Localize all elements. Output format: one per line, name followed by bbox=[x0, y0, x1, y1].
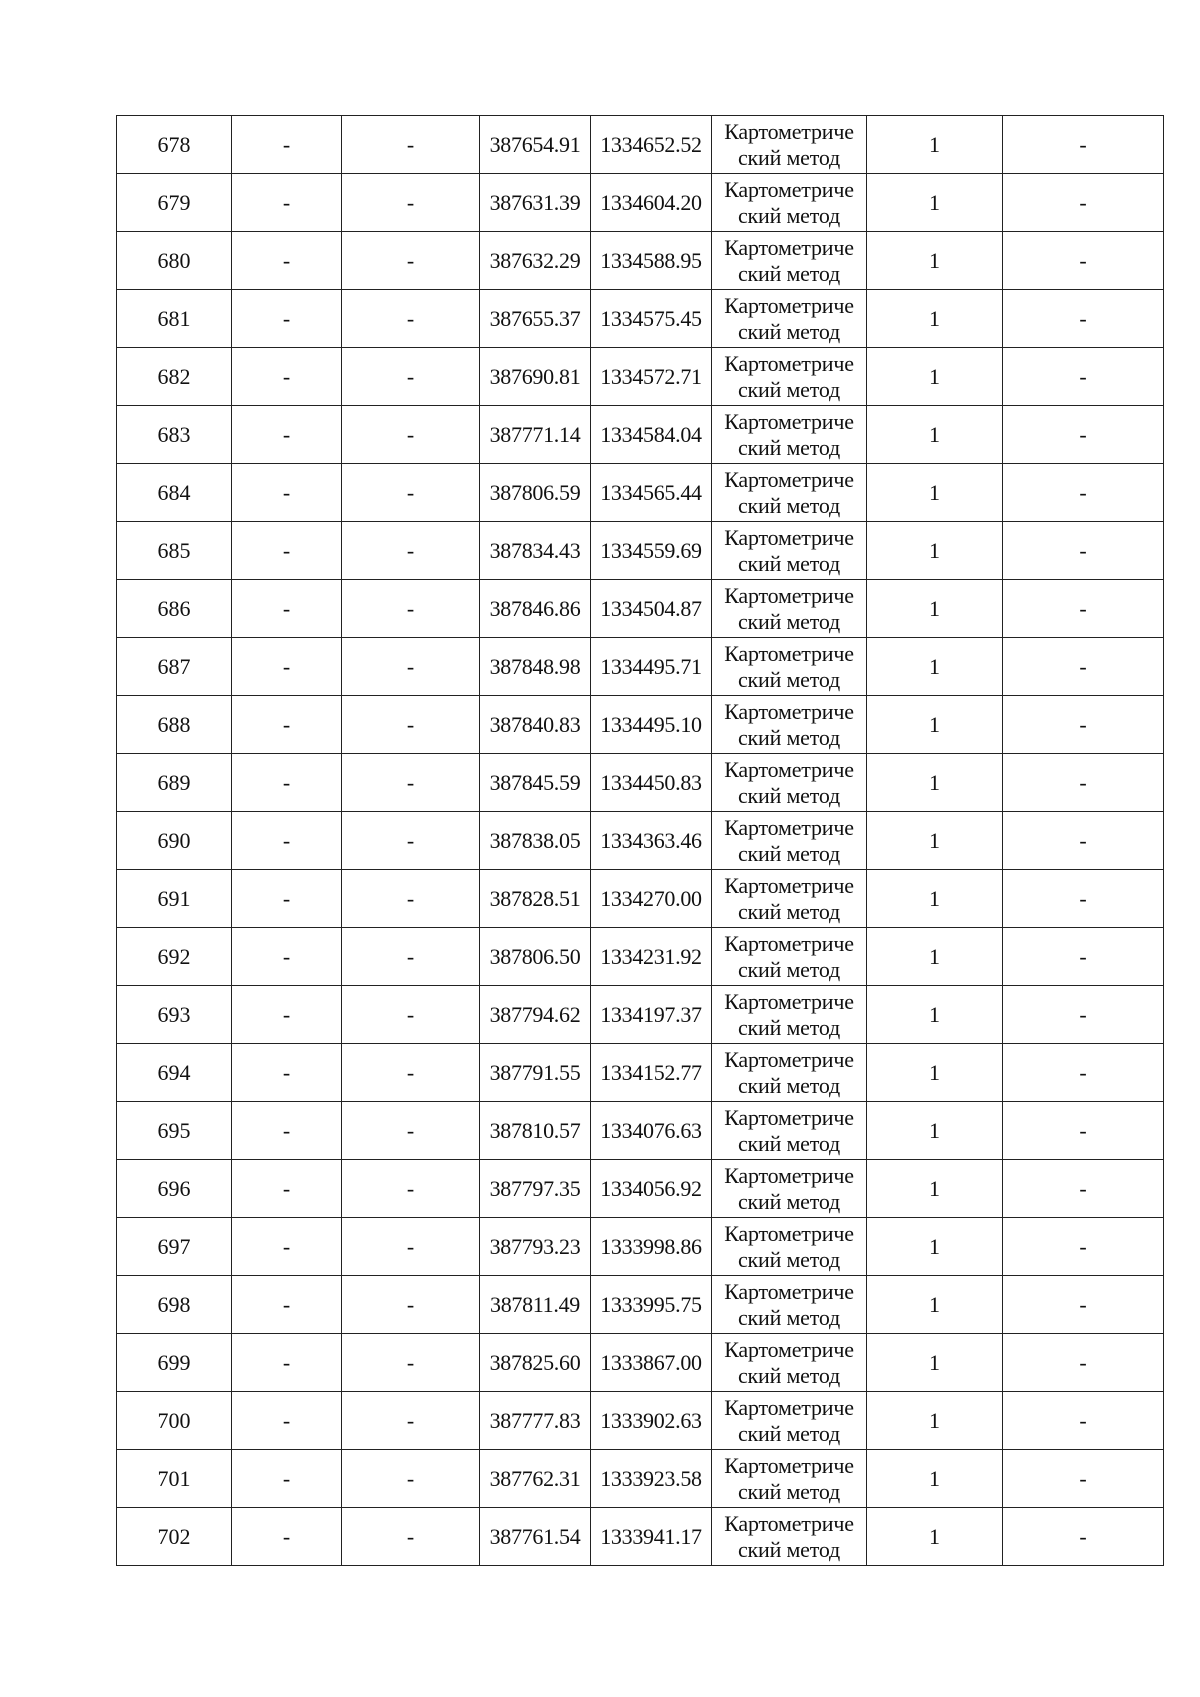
method-line-1: Картометриче bbox=[724, 1047, 854, 1072]
empty-dash-cell: - bbox=[1003, 1276, 1164, 1334]
coord-x-cell: 387793.23 bbox=[480, 1218, 591, 1276]
coord-y-cell: 1333923.58 bbox=[591, 1450, 712, 1508]
empty-dash-cell: - bbox=[342, 1218, 480, 1276]
accuracy-cell: 1 bbox=[867, 812, 1003, 870]
method-line-1: Картометриче bbox=[724, 409, 854, 434]
coord-y-cell: 1334270.00 bbox=[591, 870, 712, 928]
method-line-1: Картометриче bbox=[724, 1453, 854, 1478]
empty-dash-cell: - bbox=[232, 1102, 342, 1160]
method-cell bbox=[712, 1218, 867, 1276]
method-line-2: ский метод bbox=[737, 1247, 841, 1272]
coord-x-cell: 387806.59 bbox=[480, 464, 591, 522]
coord-y-cell: 1334231.92 bbox=[591, 928, 712, 986]
method-line-1: Картометриче bbox=[724, 873, 854, 898]
method-line-1: Картометриче bbox=[724, 1337, 854, 1362]
coordinates-table bbox=[116, 115, 1164, 1566]
empty-dash-cell: - bbox=[342, 232, 480, 290]
empty-dash-cell: - bbox=[232, 1450, 342, 1508]
empty-dash-cell: - bbox=[342, 1102, 480, 1160]
method-line-2: ский метод bbox=[737, 1189, 841, 1214]
empty-dash-cell: - bbox=[232, 696, 342, 754]
coord-y-cell: 1334363.46 bbox=[591, 812, 712, 870]
empty-dash-cell: - bbox=[342, 1334, 480, 1392]
coord-y-cell: 1333998.86 bbox=[591, 1218, 712, 1276]
coord-y-cell: 1334572.71 bbox=[591, 348, 712, 406]
coord-x-cell: 387806.50 bbox=[480, 928, 591, 986]
empty-dash-cell: - bbox=[342, 406, 480, 464]
empty-dash-cell: - bbox=[232, 638, 342, 696]
method-cell bbox=[712, 1334, 867, 1392]
method-line-1: Картометриче bbox=[724, 1163, 854, 1188]
table-row bbox=[117, 1160, 1164, 1218]
table-row bbox=[117, 812, 1164, 870]
point-number-cell: 689 bbox=[117, 754, 232, 812]
empty-dash-cell: - bbox=[232, 928, 342, 986]
method-line-2: ский метод bbox=[737, 725, 841, 750]
coord-x-cell: 387834.43 bbox=[480, 522, 591, 580]
method-line-1: Картометриче bbox=[724, 467, 854, 492]
empty-dash-cell: - bbox=[232, 522, 342, 580]
empty-dash-cell: - bbox=[342, 348, 480, 406]
accuracy-cell: 1 bbox=[867, 1160, 1003, 1218]
accuracy-cell: 1 bbox=[867, 522, 1003, 580]
accuracy-cell: 1 bbox=[867, 290, 1003, 348]
coord-x-cell: 387654.91 bbox=[480, 116, 591, 174]
coord-x-cell: 387811.49 bbox=[480, 1276, 591, 1334]
method-line-1: Картометриче bbox=[724, 293, 854, 318]
table-row bbox=[117, 1044, 1164, 1102]
coordinates-table-body bbox=[117, 116, 1164, 1566]
point-number-cell: 700 bbox=[117, 1392, 232, 1450]
accuracy-cell: 1 bbox=[867, 638, 1003, 696]
coord-x-cell: 387828.51 bbox=[480, 870, 591, 928]
table-row bbox=[117, 754, 1164, 812]
method-line-2: ский метод bbox=[737, 957, 841, 982]
empty-dash-cell: - bbox=[1003, 1044, 1164, 1102]
empty-dash-cell: - bbox=[232, 1276, 342, 1334]
method-line-2: ский метод bbox=[737, 319, 841, 344]
method-line-1: Картометриче bbox=[724, 351, 854, 376]
method-cell bbox=[712, 290, 867, 348]
empty-dash-cell: - bbox=[1003, 928, 1164, 986]
method-cell bbox=[712, 1450, 867, 1508]
method-line-1: Картометриче bbox=[724, 119, 854, 144]
method-cell bbox=[712, 754, 867, 812]
coord-y-cell: 1334450.83 bbox=[591, 754, 712, 812]
empty-dash-cell: - bbox=[1003, 290, 1164, 348]
point-number-cell: 688 bbox=[117, 696, 232, 754]
coord-y-cell: 1334197.37 bbox=[591, 986, 712, 1044]
empty-dash-cell: - bbox=[232, 464, 342, 522]
coord-x-cell: 387840.83 bbox=[480, 696, 591, 754]
accuracy-cell: 1 bbox=[867, 928, 1003, 986]
coord-y-cell: 1334584.04 bbox=[591, 406, 712, 464]
method-cell bbox=[712, 348, 867, 406]
empty-dash-cell: - bbox=[342, 1450, 480, 1508]
coord-x-cell: 387771.14 bbox=[480, 406, 591, 464]
empty-dash-cell: - bbox=[232, 1218, 342, 1276]
empty-dash-cell: - bbox=[1003, 812, 1164, 870]
coord-x-cell: 387632.29 bbox=[480, 232, 591, 290]
table-row bbox=[117, 1102, 1164, 1160]
accuracy-cell: 1 bbox=[867, 1102, 1003, 1160]
table-row bbox=[117, 406, 1164, 464]
empty-dash-cell: - bbox=[232, 116, 342, 174]
coord-x-cell: 387838.05 bbox=[480, 812, 591, 870]
method-line-2: ский метод bbox=[737, 899, 841, 924]
accuracy-cell: 1 bbox=[867, 1276, 1003, 1334]
empty-dash-cell: - bbox=[342, 464, 480, 522]
accuracy-cell: 1 bbox=[867, 986, 1003, 1044]
empty-dash-cell: - bbox=[1003, 174, 1164, 232]
point-number-cell: 695 bbox=[117, 1102, 232, 1160]
method-cell bbox=[712, 522, 867, 580]
point-number-cell: 678 bbox=[117, 116, 232, 174]
method-line-1: Картометриче bbox=[724, 757, 854, 782]
table-row bbox=[117, 348, 1164, 406]
empty-dash-cell: - bbox=[232, 1392, 342, 1450]
empty-dash-cell: - bbox=[1003, 522, 1164, 580]
coord-x-cell: 387848.98 bbox=[480, 638, 591, 696]
empty-dash-cell: - bbox=[232, 290, 342, 348]
accuracy-cell: 1 bbox=[867, 1044, 1003, 1102]
empty-dash-cell: - bbox=[342, 174, 480, 232]
coord-x-cell: 387655.37 bbox=[480, 290, 591, 348]
point-number-cell: 702 bbox=[117, 1508, 232, 1566]
coord-y-cell: 1334504.87 bbox=[591, 580, 712, 638]
point-number-cell: 690 bbox=[117, 812, 232, 870]
accuracy-cell: 1 bbox=[867, 232, 1003, 290]
table-row bbox=[117, 928, 1164, 986]
empty-dash-cell: - bbox=[1003, 232, 1164, 290]
table-row bbox=[117, 464, 1164, 522]
method-line-2: ский метод bbox=[737, 377, 841, 402]
coord-x-cell: 387761.54 bbox=[480, 1508, 591, 1566]
method-line-1: Картометриче bbox=[724, 1221, 854, 1246]
accuracy-cell: 1 bbox=[867, 464, 1003, 522]
empty-dash-cell: - bbox=[232, 1334, 342, 1392]
method-line-2: ский метод bbox=[737, 145, 841, 170]
coord-x-cell: 387777.83 bbox=[480, 1392, 591, 1450]
empty-dash-cell: - bbox=[232, 986, 342, 1044]
empty-dash-cell: - bbox=[342, 290, 480, 348]
point-number-cell: 691 bbox=[117, 870, 232, 928]
method-line-2: ский метод bbox=[737, 609, 841, 634]
accuracy-cell: 1 bbox=[867, 754, 1003, 812]
point-number-cell: 679 bbox=[117, 174, 232, 232]
point-number-cell: 699 bbox=[117, 1334, 232, 1392]
method-cell bbox=[712, 986, 867, 1044]
empty-dash-cell: - bbox=[342, 928, 480, 986]
empty-dash-cell: - bbox=[1003, 1334, 1164, 1392]
coord-y-cell: 1334559.69 bbox=[591, 522, 712, 580]
method-cell bbox=[712, 696, 867, 754]
method-line-1: Картометриче bbox=[724, 1105, 854, 1130]
table-row bbox=[117, 1392, 1164, 1450]
table-row bbox=[117, 870, 1164, 928]
empty-dash-cell: - bbox=[342, 986, 480, 1044]
method-cell bbox=[712, 928, 867, 986]
coord-x-cell: 387845.59 bbox=[480, 754, 591, 812]
point-number-cell: 681 bbox=[117, 290, 232, 348]
method-cell bbox=[712, 870, 867, 928]
coord-y-cell: 1334652.52 bbox=[591, 116, 712, 174]
accuracy-cell: 1 bbox=[867, 1392, 1003, 1450]
method-line-1: Картометриче bbox=[724, 525, 854, 550]
method-cell bbox=[712, 1276, 867, 1334]
empty-dash-cell: - bbox=[1003, 638, 1164, 696]
coord-x-cell: 387825.60 bbox=[480, 1334, 591, 1392]
table-row bbox=[117, 116, 1164, 174]
coord-x-cell: 387794.62 bbox=[480, 986, 591, 1044]
empty-dash-cell: - bbox=[1003, 986, 1164, 1044]
table-row bbox=[117, 1276, 1164, 1334]
empty-dash-cell: - bbox=[232, 870, 342, 928]
coord-x-cell: 387690.81 bbox=[480, 348, 591, 406]
empty-dash-cell: - bbox=[1003, 1160, 1164, 1218]
method-cell bbox=[712, 116, 867, 174]
method-line-1: Картометриче bbox=[724, 931, 854, 956]
coord-x-cell: 387846.86 bbox=[480, 580, 591, 638]
method-line-1: Картометриче bbox=[724, 583, 854, 608]
empty-dash-cell: - bbox=[342, 638, 480, 696]
empty-dash-cell: - bbox=[342, 696, 480, 754]
accuracy-cell: 1 bbox=[867, 580, 1003, 638]
empty-dash-cell: - bbox=[342, 754, 480, 812]
empty-dash-cell: - bbox=[342, 1160, 480, 1218]
method-line-2: ский метод bbox=[737, 435, 841, 460]
point-number-cell: 680 bbox=[117, 232, 232, 290]
empty-dash-cell: - bbox=[1003, 1450, 1164, 1508]
method-cell bbox=[712, 580, 867, 638]
empty-dash-cell: - bbox=[342, 580, 480, 638]
empty-dash-cell: - bbox=[1003, 1392, 1164, 1450]
empty-dash-cell: - bbox=[342, 1508, 480, 1566]
method-line-1: Картометриче bbox=[724, 641, 854, 666]
point-number-cell: 686 bbox=[117, 580, 232, 638]
empty-dash-cell: - bbox=[232, 348, 342, 406]
method-line-1: Картометриче bbox=[724, 1511, 854, 1536]
method-cell bbox=[712, 1508, 867, 1566]
coord-y-cell: 1334495.71 bbox=[591, 638, 712, 696]
accuracy-cell: 1 bbox=[867, 174, 1003, 232]
accuracy-cell: 1 bbox=[867, 1218, 1003, 1276]
empty-dash-cell: - bbox=[342, 870, 480, 928]
point-number-cell: 683 bbox=[117, 406, 232, 464]
table-row bbox=[117, 696, 1164, 754]
coord-x-cell: 387791.55 bbox=[480, 1044, 591, 1102]
table-row bbox=[117, 1218, 1164, 1276]
empty-dash-cell: - bbox=[1003, 580, 1164, 638]
method-cell bbox=[712, 174, 867, 232]
table-row bbox=[117, 290, 1164, 348]
method-line-2: ский метод bbox=[737, 667, 841, 692]
coord-y-cell: 1334575.45 bbox=[591, 290, 712, 348]
empty-dash-cell: - bbox=[342, 1392, 480, 1450]
coord-y-cell: 1333867.00 bbox=[591, 1334, 712, 1392]
coord-y-cell: 1334565.44 bbox=[591, 464, 712, 522]
empty-dash-cell: - bbox=[1003, 1508, 1164, 1566]
empty-dash-cell: - bbox=[342, 812, 480, 870]
table-row bbox=[117, 522, 1164, 580]
method-line-1: Картометриче bbox=[724, 177, 854, 202]
coord-y-cell: 1334588.95 bbox=[591, 232, 712, 290]
point-number-cell: 698 bbox=[117, 1276, 232, 1334]
method-line-1: Картометриче bbox=[724, 1279, 854, 1304]
method-line-1: Картометриче bbox=[724, 989, 854, 1014]
method-line-2: ский метод bbox=[737, 1073, 841, 1098]
coord-y-cell: 1334076.63 bbox=[591, 1102, 712, 1160]
point-number-cell: 693 bbox=[117, 986, 232, 1044]
empty-dash-cell: - bbox=[232, 1044, 342, 1102]
empty-dash-cell: - bbox=[232, 754, 342, 812]
method-line-2: ский метод bbox=[737, 1131, 841, 1156]
method-line-2: ский метод bbox=[737, 1363, 841, 1388]
table-row bbox=[117, 638, 1164, 696]
method-line-2: ский метод bbox=[737, 1537, 841, 1562]
method-cell bbox=[712, 406, 867, 464]
coord-y-cell: 1334152.77 bbox=[591, 1044, 712, 1102]
point-number-cell: 682 bbox=[117, 348, 232, 406]
coord-y-cell: 1334495.10 bbox=[591, 696, 712, 754]
empty-dash-cell: - bbox=[232, 174, 342, 232]
method-line-1: Картометриче bbox=[724, 699, 854, 724]
method-line-2: ский метод bbox=[737, 551, 841, 576]
point-number-cell: 694 bbox=[117, 1044, 232, 1102]
empty-dash-cell: - bbox=[1003, 754, 1164, 812]
method-cell bbox=[712, 1392, 867, 1450]
empty-dash-cell: - bbox=[342, 116, 480, 174]
empty-dash-cell: - bbox=[232, 812, 342, 870]
method-cell bbox=[712, 638, 867, 696]
coord-y-cell: 1333902.63 bbox=[591, 1392, 712, 1450]
method-cell bbox=[712, 1160, 867, 1218]
empty-dash-cell: - bbox=[232, 580, 342, 638]
method-line-2: ский метод bbox=[737, 1479, 841, 1504]
empty-dash-cell: - bbox=[1003, 406, 1164, 464]
point-number-cell: 684 bbox=[117, 464, 232, 522]
method-line-2: ский метод bbox=[737, 1015, 841, 1040]
accuracy-cell: 1 bbox=[867, 1508, 1003, 1566]
accuracy-cell: 1 bbox=[867, 696, 1003, 754]
point-number-cell: 687 bbox=[117, 638, 232, 696]
empty-dash-cell: - bbox=[1003, 116, 1164, 174]
empty-dash-cell: - bbox=[342, 1044, 480, 1102]
empty-dash-cell: - bbox=[1003, 1218, 1164, 1276]
table-row bbox=[117, 1450, 1164, 1508]
table-row bbox=[117, 580, 1164, 638]
method-cell bbox=[712, 1044, 867, 1102]
accuracy-cell: 1 bbox=[867, 116, 1003, 174]
method-line-2: ский метод bbox=[737, 203, 841, 228]
point-number-cell: 696 bbox=[117, 1160, 232, 1218]
point-number-cell: 685 bbox=[117, 522, 232, 580]
method-cell bbox=[712, 464, 867, 522]
accuracy-cell: 1 bbox=[867, 870, 1003, 928]
method-line-2: ский метод bbox=[737, 493, 841, 518]
method-cell bbox=[712, 232, 867, 290]
method-cell bbox=[712, 1102, 867, 1160]
point-number-cell: 701 bbox=[117, 1450, 232, 1508]
method-cell bbox=[712, 812, 867, 870]
empty-dash-cell: - bbox=[1003, 348, 1164, 406]
coord-x-cell: 387631.39 bbox=[480, 174, 591, 232]
method-line-2: ский метод bbox=[737, 783, 841, 808]
empty-dash-cell: - bbox=[342, 1276, 480, 1334]
table-row bbox=[117, 174, 1164, 232]
table-row bbox=[117, 232, 1164, 290]
table-row bbox=[117, 1334, 1164, 1392]
method-line-2: ский метод bbox=[737, 1421, 841, 1446]
accuracy-cell: 1 bbox=[867, 1334, 1003, 1392]
empty-dash-cell: - bbox=[232, 1508, 342, 1566]
accuracy-cell: 1 bbox=[867, 348, 1003, 406]
method-line-1: Картометриче bbox=[724, 1395, 854, 1420]
table-row bbox=[117, 1508, 1164, 1566]
empty-dash-cell: - bbox=[1003, 464, 1164, 522]
point-number-cell: 697 bbox=[117, 1218, 232, 1276]
method-line-2: ский метод bbox=[737, 261, 841, 286]
method-line-1: Картометриче bbox=[724, 815, 854, 840]
accuracy-cell: 1 bbox=[867, 406, 1003, 464]
method-line-1: Картометриче bbox=[724, 235, 854, 260]
empty-dash-cell: - bbox=[232, 406, 342, 464]
coord-y-cell: 1334604.20 bbox=[591, 174, 712, 232]
empty-dash-cell: - bbox=[342, 522, 480, 580]
coord-y-cell: 1334056.92 bbox=[591, 1160, 712, 1218]
empty-dash-cell: - bbox=[1003, 696, 1164, 754]
accuracy-cell: 1 bbox=[867, 1450, 1003, 1508]
table-row bbox=[117, 986, 1164, 1044]
empty-dash-cell: - bbox=[232, 1160, 342, 1218]
empty-dash-cell: - bbox=[1003, 1102, 1164, 1160]
empty-dash-cell: - bbox=[1003, 870, 1164, 928]
coord-y-cell: 1333941.17 bbox=[591, 1508, 712, 1566]
coord-y-cell: 1333995.75 bbox=[591, 1276, 712, 1334]
coord-x-cell: 387797.35 bbox=[480, 1160, 591, 1218]
method-line-2: ский метод bbox=[737, 1305, 841, 1330]
coord-x-cell: 387810.57 bbox=[480, 1102, 591, 1160]
point-number-cell: 692 bbox=[117, 928, 232, 986]
method-line-2: ский метод bbox=[737, 841, 841, 866]
coord-x-cell: 387762.31 bbox=[480, 1450, 591, 1508]
empty-dash-cell: - bbox=[232, 232, 342, 290]
